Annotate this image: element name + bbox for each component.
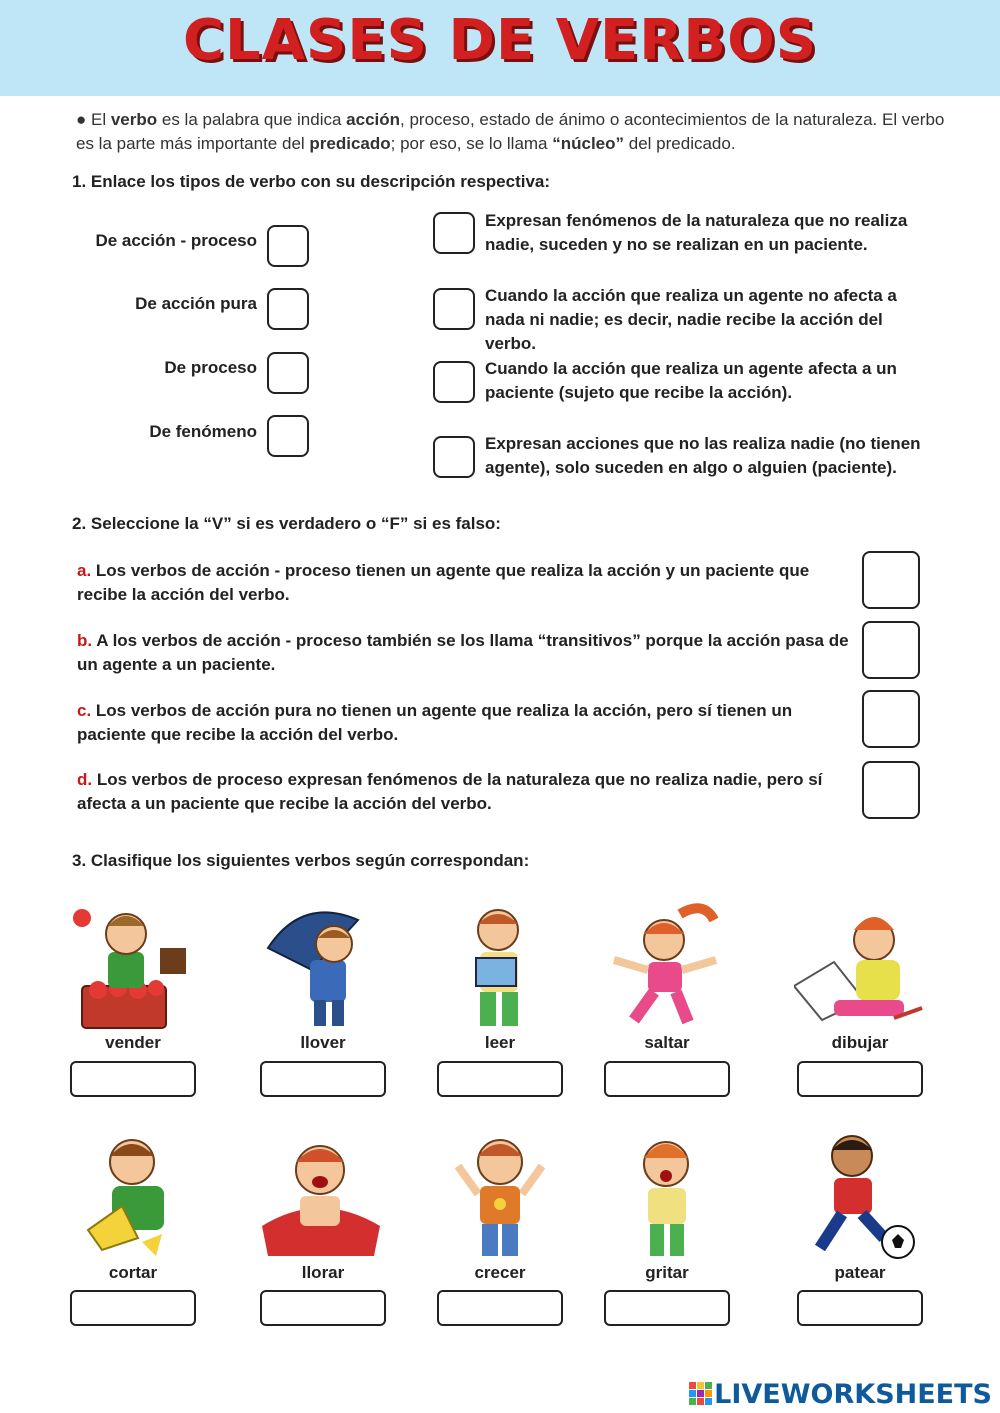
verb-label: vender [105, 1033, 161, 1052]
match-box-type[interactable] [267, 225, 309, 267]
question-3-title: 3. Clasifique los siguientes verbos según correspondan: [72, 851, 530, 870]
match-box-description[interactable] [433, 436, 475, 478]
description-text: Cuando la acción que realiza un agente no afecta a nada ni nadie; es decir, nadie recibe la acción del verbo. [485, 286, 897, 353]
classification-input[interactable] [70, 1061, 196, 1097]
true-false-statement: d. Los verbos de proceso expresan fenómenos de la naturaleza que no realiza nadie, pero sí afecta a un paciente que recibe la acción del verbo. [77, 770, 823, 813]
liveworksheets-brand [688, 1377, 992, 1411]
child-kicking-icon [796, 1130, 926, 1260]
description-text: Expresan fenómenos de la naturaleza que no realiza nadie, suceden y no se realizan en un paciente. [485, 211, 908, 254]
child-shouting-icon [604, 1130, 734, 1260]
bullet: ● [76, 110, 87, 129]
true-false-answer-box[interactable] [862, 761, 920, 819]
classification-input[interactable] [437, 1290, 563, 1326]
type-label: De acción - proceso [95, 231, 257, 250]
child-reading-icon [436, 900, 566, 1030]
liveworksheets-logo-icon [688, 1381, 714, 1407]
child-apples-icon [68, 900, 198, 1030]
classification-input[interactable] [437, 1061, 563, 1097]
description-text: Expresan acciones que no las realiza nadie (no tienen agente), solo suceden en algo o alguien (paciente). [485, 434, 921, 477]
true-false-answer-box[interactable] [862, 690, 920, 748]
true-false-statement: b. A los verbos de acción - proceso también se los llama “transitivos” porque la acción pasa de un agente a un paciente. [77, 631, 849, 674]
classification-input[interactable] [797, 1061, 923, 1097]
verb-label: crecer [474, 1263, 526, 1282]
child-jumping-icon [604, 900, 734, 1030]
classification-input[interactable] [604, 1061, 730, 1097]
match-box-description[interactable] [433, 361, 475, 403]
description-text: Cuando la acción que realiza un agente afecta a un paciente (sujeto que recibe la acción). [485, 359, 897, 402]
classification-input[interactable] [797, 1290, 923, 1326]
true-false-statement: c. Los verbos de acción pura no tienen un agente que realiza la acción, pero sí tienen un paciente que recibe la acción del verbo. [77, 701, 793, 744]
classification-input[interactable] [70, 1290, 196, 1326]
verb-label: cortar [108, 1263, 158, 1282]
child-umbrella-icon [262, 900, 392, 1030]
match-box-description[interactable] [433, 288, 475, 330]
match-box-type[interactable] [267, 415, 309, 457]
true-false-statement: a. Los verbos de acción - proceso tienen un agente que realiza la acción y un paciente que recibe la acción del verbo. [77, 561, 810, 604]
classification-input[interactable] [260, 1290, 386, 1326]
match-box-type[interactable] [267, 288, 309, 330]
question-2-title: 2. Seleccione la “V” si es verdadero o “F” si es falso: [72, 514, 501, 533]
true-false-answer-box[interactable] [862, 621, 920, 679]
verb-label: llover [300, 1033, 346, 1052]
intro-paragraph: ● El verbo es la palabra que indica acción, proceso, estado de ánimo o acontecimientos de la naturaleza. El verbo es la parte más importante del predicado; por eso, se lo llama “núcleo” del predicado. [76, 110, 945, 153]
page-title: CLASES DE VERBOS [182, 8, 818, 73]
verb-label: dibujar [831, 1033, 889, 1052]
verb-label: patear [834, 1263, 886, 1282]
type-label: De proceso [164, 358, 257, 377]
verb-label: llorar [301, 1263, 345, 1282]
match-box-description[interactable] [433, 212, 475, 254]
classification-input[interactable] [604, 1290, 730, 1326]
verb-label: gritar [645, 1263, 689, 1282]
classification-input[interactable] [260, 1061, 386, 1097]
child-drawing-icon [794, 900, 924, 1030]
brand-text: LIVEWORKSHEETS [714, 1378, 992, 1410]
verb-label: saltar [644, 1033, 690, 1052]
question-1-title: 1. Enlace los tipos de verbo con su descripción respectiva: [72, 172, 551, 191]
child-growing-icon [436, 1130, 566, 1260]
verb-label: leer [484, 1033, 516, 1052]
child-crying-icon [256, 1130, 386, 1260]
child-cutting-icon [82, 1130, 212, 1260]
match-box-type[interactable] [267, 352, 309, 394]
type-label: De fenómeno [149, 422, 257, 441]
true-false-answer-box[interactable] [862, 551, 920, 609]
type-label: De acción pura [135, 294, 257, 313]
